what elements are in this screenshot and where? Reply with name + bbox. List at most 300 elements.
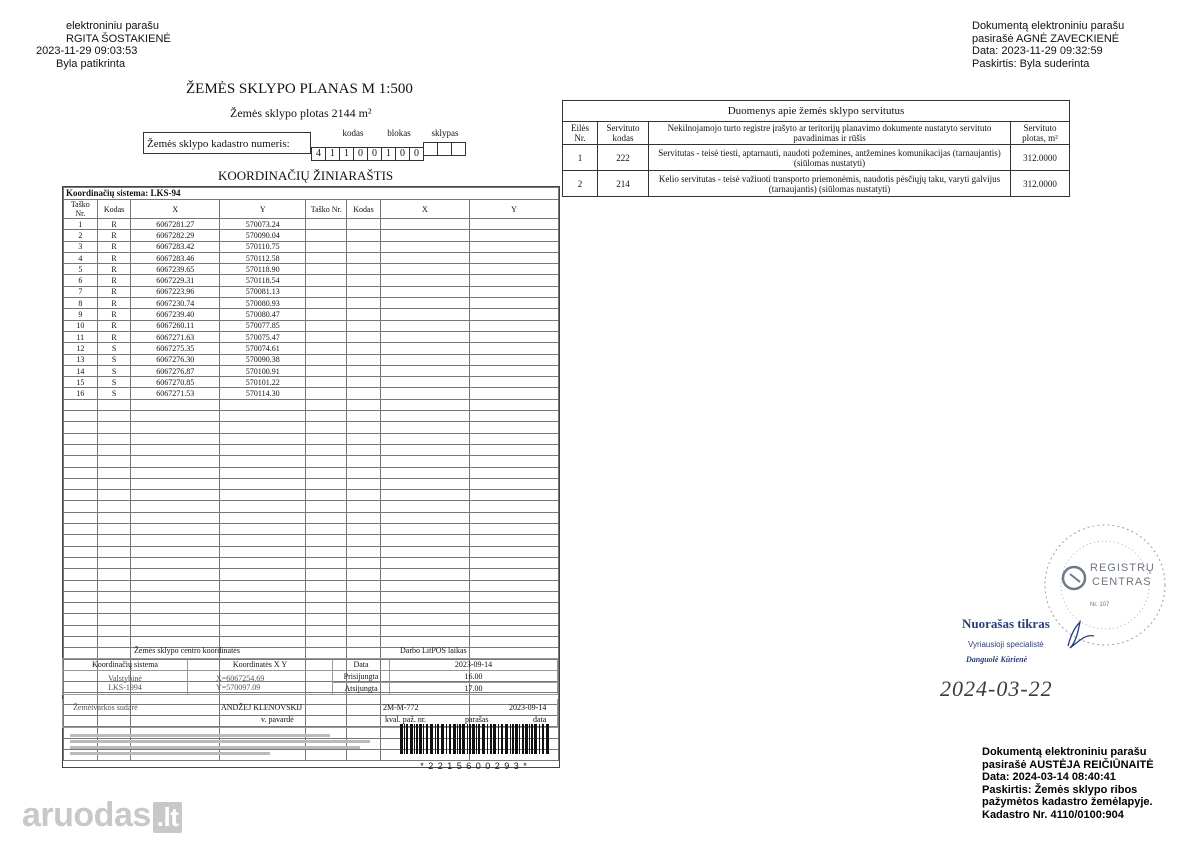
caption-license: kval. paž. nr. xyxy=(385,715,427,724)
coord-cell xyxy=(469,399,558,410)
coord-header: Taško Nr. xyxy=(306,200,347,219)
coord-cell: 3 xyxy=(64,241,98,252)
coord-header: X xyxy=(131,200,220,219)
coord-row-empty xyxy=(64,512,559,523)
coord-cell xyxy=(306,377,347,388)
coord-row-empty xyxy=(64,478,559,489)
barcode-bar xyxy=(487,724,488,754)
coord-cell xyxy=(347,501,381,512)
coord-cell xyxy=(469,444,558,455)
coords-title: KOORDINAČIŲ ŽINIARAŠTIS xyxy=(218,168,394,183)
coord-cell xyxy=(306,230,347,241)
coord-cell: 570080.47 xyxy=(220,309,306,320)
coord-cell xyxy=(220,456,306,467)
coord-cell xyxy=(469,241,558,252)
end-label: Atsijungta xyxy=(333,683,390,695)
coord-cell xyxy=(131,535,220,546)
coord-cell: 6067271.63 xyxy=(131,331,220,342)
coord-cell: R xyxy=(97,309,131,320)
barcode-bar xyxy=(459,724,461,754)
certified-name: Danguolė Kūrienė xyxy=(966,655,1028,664)
barcode-bar xyxy=(437,724,439,754)
coord-cell xyxy=(380,433,469,444)
coord-cell xyxy=(306,501,347,512)
coord-cell xyxy=(306,309,347,320)
coord-cell: 570081.13 xyxy=(220,286,306,297)
coord-cell xyxy=(220,591,306,602)
serv-h-code: Servituto kodas xyxy=(598,122,649,145)
serv-cell: 312.0000 xyxy=(1011,145,1070,171)
coord-cell: R xyxy=(97,275,131,286)
coord-row-empty xyxy=(64,444,559,455)
coord-cell xyxy=(380,399,469,410)
serv-row xyxy=(563,145,1070,171)
coord-cell xyxy=(306,580,347,591)
coord-header: Kodas xyxy=(97,200,131,219)
coord-row-empty xyxy=(64,524,559,535)
coord-cell xyxy=(64,625,98,636)
coord-row-empty xyxy=(64,501,559,512)
coord-cell xyxy=(97,557,131,568)
coord-row-empty xyxy=(64,399,559,410)
barcode-bar xyxy=(400,724,403,754)
coord-cell: 14 xyxy=(64,365,98,376)
coord-cell: 11 xyxy=(64,331,98,342)
coord-cell xyxy=(97,512,131,523)
coord-cell: 570114.30 xyxy=(220,388,306,399)
caption-name: v. pavardė xyxy=(261,715,294,724)
coord-cell: 6067230.74 xyxy=(131,298,220,309)
coord-cell xyxy=(469,467,558,478)
barcode-bar xyxy=(542,724,544,754)
coord-cell xyxy=(347,625,381,636)
coord-cell xyxy=(97,546,131,557)
sig-line: RGITA ŠOSTAKIENĖ xyxy=(66,32,171,45)
barcode-bar xyxy=(505,724,508,754)
coord-cell: 6067283.46 xyxy=(131,252,220,263)
barcode-bar xyxy=(435,724,436,754)
coord-cell xyxy=(306,444,347,455)
coord-row xyxy=(64,241,559,252)
coord-cell xyxy=(306,422,347,433)
coord-cell xyxy=(380,309,469,320)
coord-cell xyxy=(347,264,381,275)
barcode-bar xyxy=(441,724,444,754)
coord-cell xyxy=(97,535,131,546)
coord-cell xyxy=(347,614,381,625)
h-system: Koordinačių sistema xyxy=(63,659,188,671)
watermark-suffix: .lt xyxy=(153,802,183,833)
coord-cell: 570080.93 xyxy=(220,298,306,309)
coord-row-empty xyxy=(64,591,559,602)
coord-cell: 570073.24 xyxy=(220,219,306,230)
coord-cell xyxy=(220,490,306,501)
barcode-bar xyxy=(423,724,424,754)
coord-cell xyxy=(380,625,469,636)
coord-cell xyxy=(220,478,306,489)
coord-row-empty xyxy=(64,467,559,478)
coord-cell: R xyxy=(97,252,131,263)
coord-cell xyxy=(347,569,381,580)
coord-cell xyxy=(306,524,347,535)
barcode-bar xyxy=(512,724,514,754)
coord-cell: 570090.38 xyxy=(220,354,306,365)
coord-cell xyxy=(380,219,469,230)
coord-cell xyxy=(347,524,381,535)
coord-cell xyxy=(131,399,220,410)
kad-digit: 0 xyxy=(353,147,368,161)
coord-cell xyxy=(64,456,98,467)
coord-cell xyxy=(131,603,220,614)
coord-cell xyxy=(469,433,558,444)
coord-cell: 570075.47 xyxy=(220,331,306,342)
coord-cell: 10 xyxy=(64,320,98,331)
coord-cell: 6067271.53 xyxy=(131,388,220,399)
coord-cell xyxy=(347,411,381,422)
coord-cell: S xyxy=(97,388,131,399)
coord-row-empty xyxy=(64,490,559,501)
coord-cell xyxy=(380,320,469,331)
coord-cell: 570118.54 xyxy=(220,275,306,286)
coord-row-empty xyxy=(64,546,559,557)
coord-cell xyxy=(131,614,220,625)
coord-cell xyxy=(220,580,306,591)
coord-cell xyxy=(306,252,347,263)
coord-cell xyxy=(64,591,98,602)
coord-cell xyxy=(347,422,381,433)
coord-cell xyxy=(347,580,381,591)
coord-cell: 8 xyxy=(64,298,98,309)
coord-cell: 6067260.11 xyxy=(131,320,220,331)
barcode-bar xyxy=(469,724,471,754)
coord-cell xyxy=(347,298,381,309)
coord-cell xyxy=(469,603,558,614)
sig-line: elektroniniu parašu xyxy=(66,20,159,32)
barcode-bar xyxy=(419,724,422,754)
kad-header: kodas xyxy=(342,128,364,138)
barcode-bar xyxy=(426,724,428,754)
coord-cell xyxy=(380,557,469,568)
kad-digit: 1 xyxy=(325,147,340,161)
coord-cell xyxy=(220,433,306,444)
coord-cell xyxy=(220,501,306,512)
coord-cell xyxy=(380,478,469,489)
coord-cell xyxy=(469,320,558,331)
coord-cell xyxy=(64,433,98,444)
kad-digit: 0 xyxy=(409,147,424,161)
certified-position: Vyriausioji specialistė xyxy=(968,640,1044,649)
coord-cell xyxy=(469,625,558,636)
coord-cell xyxy=(380,286,469,297)
coord-cell xyxy=(380,388,469,399)
barcode-bar xyxy=(534,724,537,754)
coord-cell xyxy=(97,603,131,614)
coord-cell: 6067276.30 xyxy=(131,354,220,365)
coord-cell xyxy=(380,580,469,591)
coord-cell xyxy=(131,546,220,557)
coord-cell xyxy=(306,490,347,501)
coord-row xyxy=(64,331,559,342)
coord-cell xyxy=(347,603,381,614)
serv-h-nr: Eilės Nr. xyxy=(563,122,598,145)
coord-cell: R xyxy=(97,264,131,275)
coord-cell xyxy=(469,524,558,535)
coord-cell xyxy=(347,557,381,568)
coord-row-empty xyxy=(64,569,559,580)
coord-cell xyxy=(131,591,220,602)
coord-cell: 570090.04 xyxy=(220,230,306,241)
coord-cell xyxy=(64,614,98,625)
coord-cell xyxy=(380,365,469,376)
coord-cell xyxy=(347,343,381,354)
coord-cell xyxy=(306,343,347,354)
coord-cell xyxy=(97,625,131,636)
coord-cell: 570112.58 xyxy=(220,252,306,263)
coord-row xyxy=(64,264,559,275)
coord-cell xyxy=(469,546,558,557)
coord-cell xyxy=(306,286,347,297)
coord-cell: 570077.85 xyxy=(220,320,306,331)
coord-cell xyxy=(220,614,306,625)
coord-cell xyxy=(380,411,469,422)
coord-cell xyxy=(64,512,98,523)
coord-cell: 570118.90 xyxy=(220,264,306,275)
coord-cell xyxy=(131,625,220,636)
coord-cell xyxy=(131,512,220,523)
coord-cell xyxy=(64,524,98,535)
system1: Valstybinė xyxy=(108,673,142,683)
coord-cell xyxy=(347,388,381,399)
coord-cell xyxy=(306,264,347,275)
coord-cell xyxy=(306,625,347,636)
coord-cell xyxy=(469,501,558,512)
kad-digit xyxy=(423,142,438,156)
coord-cell xyxy=(131,433,220,444)
start-time: 16.00 xyxy=(390,671,558,683)
coord-cell xyxy=(347,591,381,602)
kad-digit: 0 xyxy=(395,147,410,161)
coord-cell xyxy=(131,501,220,512)
kad-digit xyxy=(451,142,466,156)
coord-cell: 6067281.27 xyxy=(131,219,220,230)
coord-header: Y xyxy=(220,200,306,219)
coord-cell xyxy=(469,377,558,388)
serv-cell: 1 xyxy=(563,145,598,171)
serv-cell: Servitutas - teisė tiesti, aptarnauti, naudoti požemines, antžemines komunikacijas (tarnaujantis) (siūlomas nustatyti) xyxy=(649,145,1011,171)
barcode-bar xyxy=(515,724,518,754)
serv-cell: 222 xyxy=(598,145,649,171)
coord-cell xyxy=(220,399,306,410)
coord-cell xyxy=(469,264,558,275)
barcode-bar xyxy=(476,724,477,754)
coord-cell xyxy=(347,377,381,388)
coord-cell xyxy=(347,354,381,365)
kad-digit xyxy=(437,142,452,156)
coord-cell xyxy=(306,411,347,422)
coord-cell xyxy=(306,275,347,286)
coord-cell xyxy=(380,501,469,512)
serv-cell: 2 xyxy=(563,171,598,197)
serv-cell: 312.0000 xyxy=(1011,171,1070,197)
coord-cell xyxy=(469,422,558,433)
coord-cell xyxy=(380,298,469,309)
coord-cell xyxy=(64,399,98,410)
coord-cell xyxy=(469,275,558,286)
coord-cell xyxy=(347,546,381,557)
coord-cell xyxy=(347,286,381,297)
coord-cell xyxy=(469,411,558,422)
coord-cell xyxy=(469,456,558,467)
coord-header: Kodas xyxy=(347,200,381,219)
coord-cell xyxy=(97,501,131,512)
barcode-bar xyxy=(430,724,433,754)
coord-cell: S xyxy=(97,377,131,388)
surveyor-label: Žemėtvarkos sudarė xyxy=(73,703,138,712)
coord-cell xyxy=(306,219,347,230)
coord-cell: 16 xyxy=(64,388,98,399)
aruodas-watermark xyxy=(22,796,182,835)
coord-cell xyxy=(347,320,381,331)
kad-digit: 0 xyxy=(367,147,382,161)
coord-row xyxy=(64,298,559,309)
coord-cell xyxy=(380,275,469,286)
coord-cell: 4 xyxy=(64,252,98,263)
coord-cell xyxy=(97,569,131,580)
coord-cell xyxy=(469,365,558,376)
coord-cell xyxy=(380,343,469,354)
coord-cell xyxy=(347,490,381,501)
coord-cell xyxy=(380,331,469,342)
center-table xyxy=(62,658,558,695)
coord-cell: 15 xyxy=(64,377,98,388)
coord-cell xyxy=(64,557,98,568)
servitutes-table xyxy=(562,100,1070,197)
coord-cell: 13 xyxy=(64,354,98,365)
coord-row-empty xyxy=(64,580,559,591)
coord-header: Taško Nr. xyxy=(64,200,98,219)
cadastral-label: Žemės sklypo kadastro numeris: xyxy=(143,132,311,154)
signature-scribble-icon xyxy=(1058,618,1098,652)
coord-cell xyxy=(306,467,347,478)
coord-cell xyxy=(469,535,558,546)
barcode-bar xyxy=(406,724,408,754)
coord-cell xyxy=(97,411,131,422)
caption-sign: parašas xyxy=(465,715,489,724)
coord-row-empty xyxy=(64,422,559,433)
coord-cell xyxy=(469,331,558,342)
coord-row xyxy=(64,388,559,399)
coord-row xyxy=(64,219,559,230)
barcode-bar xyxy=(478,724,480,754)
coord-cell: 6067275.35 xyxy=(131,343,220,354)
barcode-bar xyxy=(546,724,549,754)
coord-cell: S xyxy=(97,343,131,354)
coord-cell xyxy=(306,354,347,365)
coord-cell xyxy=(220,467,306,478)
coord-cell xyxy=(469,286,558,297)
coord-cell xyxy=(97,614,131,625)
coord-cell xyxy=(306,388,347,399)
coord-cell xyxy=(97,433,131,444)
coord-cell xyxy=(306,320,347,331)
coord-cell xyxy=(347,456,381,467)
coord-cell xyxy=(97,580,131,591)
coord-cell xyxy=(380,354,469,365)
coord-cell xyxy=(380,467,469,478)
kad-digit: 4 xyxy=(311,147,326,161)
coord-cell xyxy=(64,490,98,501)
coord-cell xyxy=(64,478,98,489)
coord-cell xyxy=(131,456,220,467)
coord-cell xyxy=(380,241,469,252)
barcode-bar xyxy=(501,724,503,754)
coord-cell xyxy=(64,535,98,546)
coord-row xyxy=(64,252,559,263)
coord-cell xyxy=(469,309,558,320)
barcode-bar xyxy=(529,724,530,754)
h-coords: Koordinatės X Y xyxy=(188,659,333,671)
barcode-bar xyxy=(410,724,413,754)
coord-cell: R xyxy=(97,298,131,309)
coord-cell xyxy=(64,411,98,422)
serv-h-area: Servituto plotas, m² xyxy=(1011,122,1070,145)
sig-line: Data: 2023-11-29 09:32:59 xyxy=(972,45,1103,57)
system2: LKS-1994 xyxy=(108,682,142,692)
coord-cell xyxy=(380,252,469,263)
coord-cell xyxy=(380,546,469,557)
coord-cell: 6 xyxy=(64,275,98,286)
sig-line: pasirašė AGNĖ ZAVECKIENĖ xyxy=(972,32,1120,45)
coord-cell xyxy=(347,512,381,523)
start-label: Prisijungta xyxy=(333,671,390,683)
coord-cell xyxy=(347,444,381,455)
stamp-line1: REGISTRŲ xyxy=(1090,562,1155,574)
coord-cell xyxy=(347,535,381,546)
coord-cell xyxy=(306,591,347,602)
coord-cell: 6067229.31 xyxy=(131,275,220,286)
coord-cell xyxy=(306,603,347,614)
barcode-bar xyxy=(510,724,511,754)
barcode-bar xyxy=(482,724,485,754)
sig-line: Data: 2024-03-14 08:40:41 xyxy=(982,771,1116,783)
barcode-bar xyxy=(414,724,415,754)
coord-cell xyxy=(220,569,306,580)
barcode-bar xyxy=(498,724,499,754)
barcode-bar xyxy=(416,724,418,754)
watermark-text: aruodas xyxy=(22,796,151,834)
coord-cell: 12 xyxy=(64,343,98,354)
coord-cell xyxy=(220,422,306,433)
center-y: Y=570097.09 xyxy=(216,682,261,692)
coord-cell xyxy=(64,444,98,455)
coord-cell xyxy=(469,569,558,580)
coord-cell xyxy=(97,399,131,410)
coord-cell xyxy=(380,377,469,388)
coord-cell xyxy=(380,603,469,614)
serv-cell: 214 xyxy=(598,171,649,197)
coord-cell xyxy=(306,433,347,444)
coord-cell xyxy=(131,569,220,580)
coord-cell xyxy=(469,388,558,399)
coord-cell xyxy=(220,625,306,636)
coord-cell xyxy=(306,298,347,309)
coord-cell xyxy=(380,230,469,241)
sig-line: Paskirtis: Žemės sklypo ribos xyxy=(982,783,1138,796)
coord-cell xyxy=(380,569,469,580)
coord-cell xyxy=(306,399,347,410)
coord-cell: R xyxy=(97,230,131,241)
coord-cell xyxy=(347,275,381,286)
